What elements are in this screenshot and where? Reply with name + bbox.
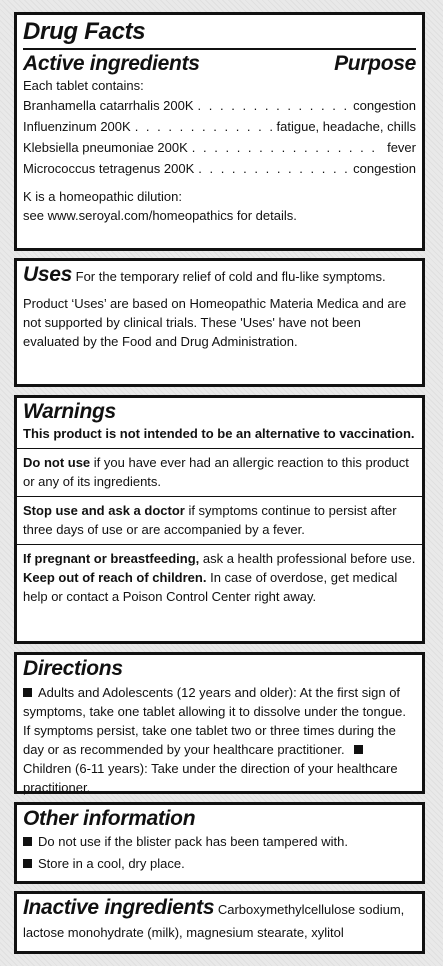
uses-note: Product ‘Uses’ are based on Homeopathic Materia Medica and are not supported by clinical trials. These 'Uses' have not been evaluated by the Food and Drug Administration. <box>23 296 407 349</box>
other-information-heading: Other information <box>23 807 196 830</box>
divider <box>17 544 422 545</box>
uses-text: For the temporary relief of cold and flu-like symptoms. <box>75 269 386 284</box>
divider <box>17 496 422 497</box>
uses-block <box>23 263 416 288</box>
ingredient-purpose: congestion <box>353 161 416 176</box>
leader-dots <box>192 137 383 158</box>
overdose-text: In case of overdose, get medical help or contact a Poison Control Center right away. <box>23 570 398 604</box>
bullet-square-icon <box>23 688 32 697</box>
purpose-heading: Purpose <box>334 52 416 75</box>
stop-use-block <box>23 501 416 539</box>
ingredient-row <box>23 158 416 179</box>
divider <box>17 448 422 449</box>
inactive-ingredients-text: Carboxymethylcellulose sodium, lactose monohydrate (milk), magnesium stearate, xylitol <box>23 902 405 940</box>
dilution-note-line2: see www.seroyal.com/homeopathics for details. <box>23 208 297 223</box>
ingredient-row <box>23 116 416 137</box>
directions-heading: Directions <box>23 657 123 680</box>
ingredient-name: Klebsiella pneumoniae 200K <box>23 140 188 155</box>
dilution-note-line1: K is a homeopathic dilution: <box>23 189 182 204</box>
active-ingredients-header <box>23 52 416 76</box>
other-item <box>23 831 416 853</box>
ingredient-row <box>23 95 416 116</box>
pregnancy-label: If pregnant or breastfeeding, <box>23 551 200 566</box>
keep-out-of-reach-label: Keep out of reach of children. <box>23 570 207 585</box>
bullet-square-icon <box>23 837 32 846</box>
other-item-text: Store in a cool, dry place. <box>38 856 185 871</box>
ingredient-name: Micrococcus tetragenus 200K <box>23 161 195 176</box>
directions-adults: Adults and Adolescents (12 years and older): At the first sign of symptoms, take one tablet allowing it to dissolve under the tongue. If symptoms persist, take one tablet two or three times during the day or as recommended by your healthcare practitioner. <box>23 685 406 757</box>
inactive-ingredients-panel <box>14 891 425 954</box>
warnings-alert: This product is not intended to be an alternative to vaccination. <box>23 426 415 441</box>
directions-text <box>23 683 416 797</box>
warnings-panel <box>14 395 425 644</box>
ingredient-purpose: fever <box>387 140 416 155</box>
ingredient-purpose: fatigue, headache, chills <box>276 119 416 134</box>
do-not-use-label: Do not use <box>23 455 91 470</box>
ingredient-name: Influenzinum 200K <box>23 119 131 134</box>
do-not-use-text: if you have ever had an allergic reaction to this product or any of its ingredients. <box>23 455 409 489</box>
other-information-panel <box>14 802 425 884</box>
stop-use-label: Stop use and ask a doctor <box>23 503 185 518</box>
stop-use-text: if symptoms continue to persist after three days of use or are accompanied by a fever. <box>23 503 397 537</box>
drug-facts-panel <box>14 12 425 251</box>
bullet-square-icon <box>354 745 363 754</box>
inactive-ingredients-block <box>23 896 416 944</box>
active-intro: Each tablet contains: <box>23 78 144 93</box>
ingredient-name: Branhamella catarrhalis 200K <box>23 98 194 113</box>
leader-dots <box>198 95 350 116</box>
uses-panel <box>14 258 425 387</box>
ingredient-purpose: congestion <box>353 98 416 113</box>
ingredient-list <box>23 95 416 179</box>
bullet-square-icon <box>23 859 32 868</box>
directions-panel <box>14 652 425 794</box>
other-item <box>23 853 416 875</box>
pregnancy-block <box>23 549 416 606</box>
leader-dots <box>135 116 273 137</box>
other-item-text: Do not use if the blister pack has been tampered with. <box>38 834 349 849</box>
drug-facts-title: Drug Facts <box>23 18 146 45</box>
pregnancy-text: ask a health professional before use. <box>199 551 416 566</box>
directions-children: Children (6-11 years): Take under the direction of your healthcare practitioner. <box>23 761 398 795</box>
do-not-use-block <box>23 453 416 491</box>
inactive-ingredients-heading: Inactive ingredients <box>23 896 215 919</box>
ingredient-row <box>23 137 416 158</box>
active-ingredients-heading: Active ingredients <box>23 52 200 75</box>
leader-dots <box>198 158 349 179</box>
warnings-heading: Warnings <box>23 400 116 423</box>
uses-heading: Uses <box>23 263 73 286</box>
title-rule <box>23 48 416 50</box>
